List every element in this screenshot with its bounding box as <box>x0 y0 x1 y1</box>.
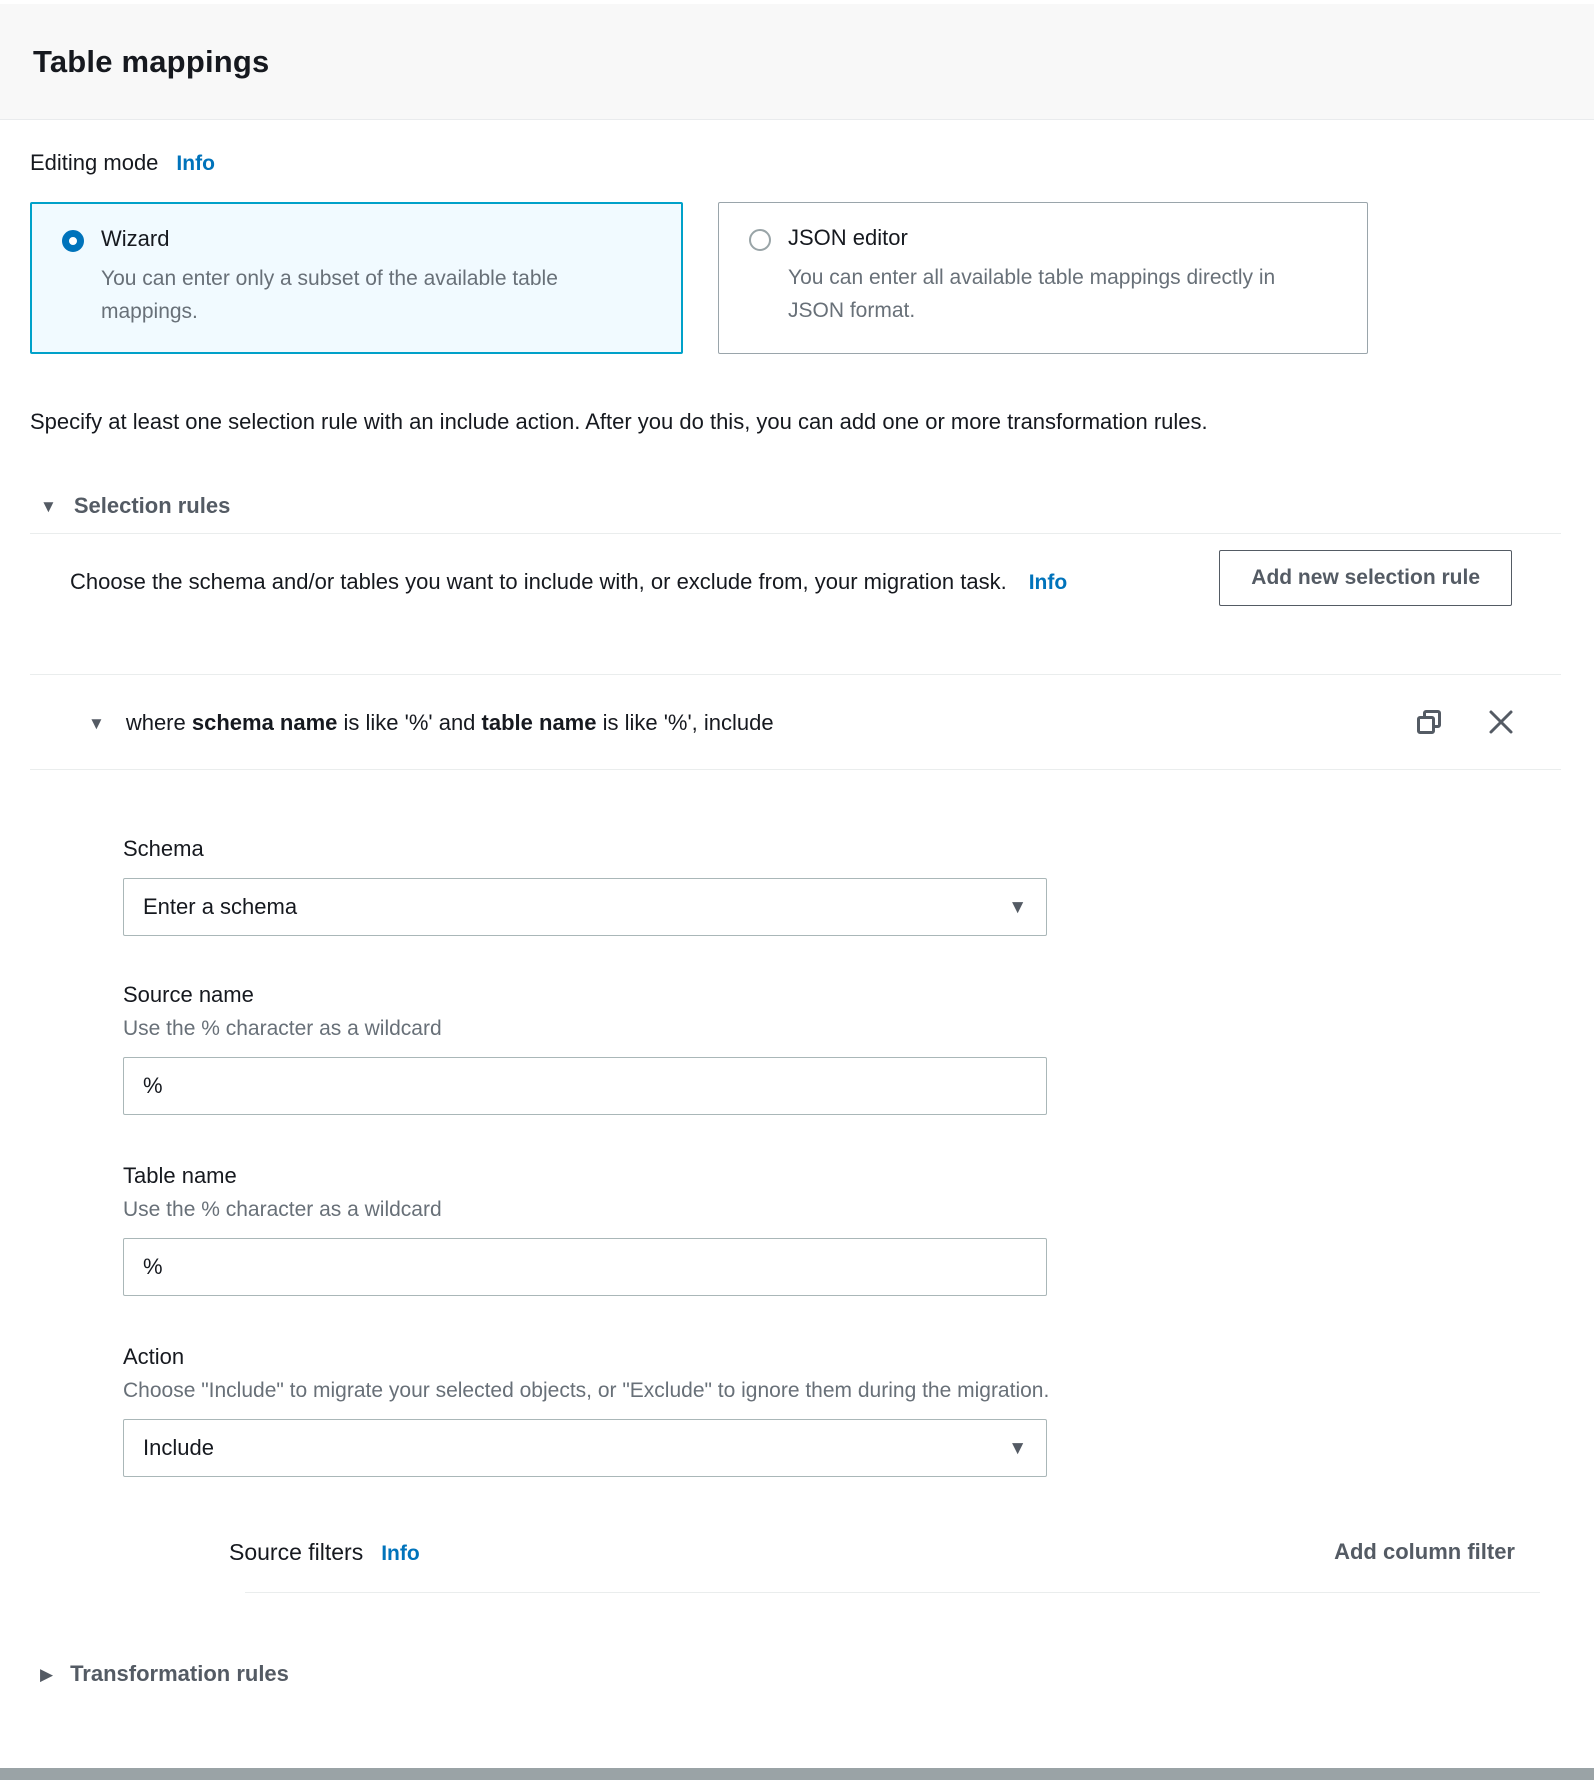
rule-actions <box>1415 708 1515 736</box>
rule-summary-table-field: table name <box>481 710 597 735</box>
table-name-helper: Use the % character as a wildcard <box>123 1198 442 1221</box>
editing-mode-options <box>30 202 1561 354</box>
selection-rule-form <box>30 836 1561 1477</box>
page-title: Table mappings <box>33 43 270 79</box>
json-editor-option-card[interactable] <box>718 202 1368 354</box>
wizard-option-label: Wizard <box>101 226 170 251</box>
editing-mode-label: Editing mode <box>30 150 159 175</box>
close-icon <box>1488 709 1514 735</box>
selection-rules-header[interactable] <box>30 493 230 519</box>
add-new-selection-rule-button[interactable]: Add new selection rule <box>1219 550 1512 606</box>
source-name-field-group <box>123 982 1561 1115</box>
schema-select[interactable] <box>123 878 1047 936</box>
selection-rules-title: Selection rules <box>73 493 231 518</box>
source-name-input[interactable] <box>123 1057 1047 1115</box>
action-label: Action <box>123 1344 185 1369</box>
rule-summary-mid: is like '%' and <box>337 710 482 735</box>
editing-mode-info-link[interactable]: Info <box>176 152 215 175</box>
wizard-option-card[interactable] <box>30 202 683 354</box>
editing-mode-row <box>30 150 1561 176</box>
table-name-field-group <box>123 1163 1561 1296</box>
table-name-label: Table name <box>123 1163 237 1188</box>
action-helper: Choose "Include" to migrate your selected objects, or "Exclude" to ignore them during the migration. <box>123 1379 1050 1402</box>
json-editor-option-description: You can enter all available table mappings directly in JSON format. <box>788 266 1276 322</box>
copy-icon <box>1415 708 1443 736</box>
add-column-filter-button[interactable]: Add column filter <box>1334 1539 1515 1564</box>
schema-select-value: Enter a schema <box>143 894 298 919</box>
rule-summary-where: where <box>125 710 192 735</box>
selection-rules-info-link[interactable]: Info <box>1028 571 1068 594</box>
expand-triangle-icon: ▶ <box>40 1664 54 1684</box>
transformation-rules-header[interactable] <box>30 1661 289 1687</box>
wizard-option-description: You can enter only a subset of the available table mappings. <box>101 267 558 323</box>
selection-rules-description <box>70 562 1100 603</box>
remove-rule-button[interactable] <box>1487 708 1515 736</box>
rule-summary-end: is like '%', include <box>596 710 774 735</box>
section-header-band <box>0 4 1594 120</box>
rule-summary <box>126 710 774 736</box>
selection-rule-row[interactable] <box>30 675 1561 769</box>
bottom-bar <box>0 1768 1594 1780</box>
action-select[interactable] <box>123 1419 1047 1477</box>
schema-label: Schema <box>123 836 204 861</box>
chevron-down-icon: ▼ <box>1008 1437 1027 1459</box>
selection-rules-description-row <box>30 562 1561 674</box>
json-editor-option-label: JSON editor <box>788 225 908 250</box>
divider <box>30 533 1561 534</box>
main-content <box>0 150 1594 1687</box>
source-name-label: Source name <box>123 982 254 1007</box>
table-name-input[interactable] <box>123 1238 1047 1296</box>
divider <box>245 1592 1540 1593</box>
source-filters-info-link[interactable]: Info <box>381 1542 420 1565</box>
duplicate-rule-button[interactable] <box>1415 708 1443 736</box>
action-select-value: Include <box>143 1435 214 1460</box>
source-name-helper: Use the % character as a wildcard <box>123 1017 442 1040</box>
chevron-down-icon: ▼ <box>1008 896 1027 918</box>
json-editor-option-body <box>788 225 1328 327</box>
selection-rules-description-text: Choose the schema and/or tables you want to include with, or exclude from, your migration task. <box>70 569 1007 594</box>
action-field-group <box>123 1344 1561 1477</box>
rule-summary-schema-field: schema name <box>191 710 338 735</box>
collapse-triangle-icon: ▼ <box>88 713 105 733</box>
schema-field-group <box>123 836 1561 936</box>
wizard-option-body <box>101 226 593 328</box>
intro-text: Specify at least one selection rule with an include action. After you do this, you can add one or more transformation rules. <box>30 409 1208 434</box>
source-filters-row <box>30 1539 1561 1566</box>
source-filters-label: Source filters <box>229 1539 364 1565</box>
collapse-triangle-icon: ▼ <box>40 496 57 516</box>
transformation-rules-title: Transformation rules <box>70 1661 289 1686</box>
json-editor-radio[interactable] <box>749 229 771 251</box>
wizard-radio[interactable] <box>62 230 84 252</box>
divider <box>30 769 1561 770</box>
